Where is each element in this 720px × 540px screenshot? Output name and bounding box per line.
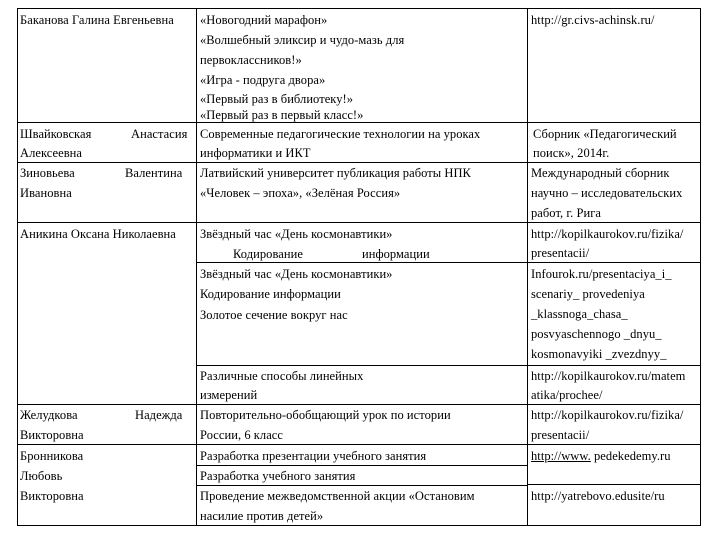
author-name: Анастасия bbox=[131, 127, 188, 141]
source-link[interactable]: presentacii/ bbox=[531, 246, 590, 260]
source-line: работ, г. Рига bbox=[531, 206, 601, 220]
source-link[interactable]: http://kopilkaurokov.ru/fizika/ bbox=[531, 227, 684, 241]
author-name: Викторовна bbox=[20, 428, 84, 442]
author-name: Бронникова bbox=[20, 449, 84, 463]
column-divider-2 bbox=[527, 8, 528, 526]
table-border-top bbox=[17, 8, 701, 9]
source-link[interactable]: posvyaschennogo _dnyu_ bbox=[531, 327, 662, 341]
topic-line: насилие против детей» bbox=[200, 509, 324, 523]
topic-line: Разработка учебного занятия bbox=[200, 469, 356, 483]
row-divider bbox=[527, 484, 701, 485]
topic-line: Повторительно-обобщающий урок по истории bbox=[200, 408, 451, 422]
topic-line: информатики и ИКТ bbox=[200, 146, 311, 160]
source-link[interactable]: atika/prochee/ bbox=[531, 388, 603, 402]
topic-line: «Волшебный эликсир и чудо-мазь для bbox=[200, 33, 405, 47]
source-link[interactable]: scenariy_ provedeniya bbox=[531, 287, 645, 301]
topic-line: «Первый раз в библиотеку!» bbox=[200, 92, 354, 106]
source-link[interactable]: http://kopilkaurokov.ru/matem bbox=[531, 369, 686, 383]
topic-line: Звёздный час «День космонавтики» bbox=[200, 267, 393, 281]
author-name: Баканова Галина Евгеньевна bbox=[20, 13, 174, 27]
source-link[interactable]: Infourok.ru/presentaciya_i_ bbox=[531, 267, 672, 281]
source-link[interactable]: http://kopilkaurokov.ru/fizika/ bbox=[531, 408, 684, 422]
source-line: Сборник «Педагогический bbox=[533, 127, 677, 141]
topic-line: «Новогодний марафон» bbox=[200, 13, 328, 27]
topic-line: Кодирование bbox=[233, 247, 303, 261]
author-name: Швайковская bbox=[20, 127, 92, 141]
topic-line: измерений bbox=[200, 388, 258, 402]
topic-line: «Игра - подруга двора» bbox=[200, 73, 326, 87]
topic-line: России, 6 класс bbox=[200, 428, 284, 442]
topic-line: Различные способы линейных bbox=[200, 369, 364, 383]
topic-line: Проведение межведомственной акции «Остановим bbox=[200, 489, 475, 503]
author-name: Зиновьева bbox=[20, 166, 75, 180]
table-border-right bbox=[700, 8, 701, 526]
source-link[interactable]: http://gr.civs-achinsk.ru/ bbox=[531, 13, 655, 27]
topic-line: «Человек – эпоха», «Зелёная Россия» bbox=[200, 186, 401, 200]
topic-line: информации bbox=[362, 247, 430, 261]
row-divider bbox=[17, 444, 701, 445]
topic-line: Кодирование информации bbox=[200, 287, 341, 301]
author-name: Желудкова bbox=[20, 408, 78, 422]
author-name: Викторовна bbox=[20, 489, 84, 503]
author-name: Ивановна bbox=[20, 186, 72, 200]
author-name: Алексеевна bbox=[20, 146, 83, 160]
source-link[interactable]: presentacii/ bbox=[531, 428, 590, 442]
author-name: Аникина Оксана Николаевна bbox=[20, 227, 176, 241]
topic-line: Звёздный час «День космонавтики» bbox=[200, 227, 393, 241]
topic-line: Современные педагогические технологии на уроках bbox=[200, 127, 481, 141]
table-border-bottom bbox=[17, 525, 701, 526]
source-link[interactable]: http://yatrebovo.edusite/ru bbox=[531, 489, 665, 503]
topic-line: Латвийский университет публикация работы НПК bbox=[200, 166, 471, 180]
source-line: Международный сборник bbox=[531, 166, 670, 180]
author-name: Валентина bbox=[125, 166, 183, 180]
author-name: Любовь bbox=[20, 469, 63, 483]
author-name: Надежда bbox=[135, 408, 183, 422]
topic-line: Разработка презентации учебного занятия bbox=[200, 449, 427, 463]
table-border-left bbox=[17, 8, 18, 526]
topic-line: «Первый раз в первый класс!» bbox=[200, 108, 364, 122]
source-line: научно – исследовательских bbox=[531, 186, 683, 200]
topic-line: первоклассников!» bbox=[200, 53, 302, 67]
column-divider-1 bbox=[196, 8, 197, 526]
source-link[interactable]: pedekedemy.ru bbox=[594, 449, 671, 463]
source-link[interactable]: http://www. bbox=[531, 449, 591, 463]
topic-line: Золотое сечение вокруг нас bbox=[200, 308, 348, 322]
source-link[interactable]: _klassnoga_chasa_ bbox=[531, 307, 628, 321]
source-link[interactable]: kosmonavyiki _zvezdnyy_ bbox=[531, 347, 667, 361]
source-line: поиск», 2014г. bbox=[533, 146, 610, 160]
